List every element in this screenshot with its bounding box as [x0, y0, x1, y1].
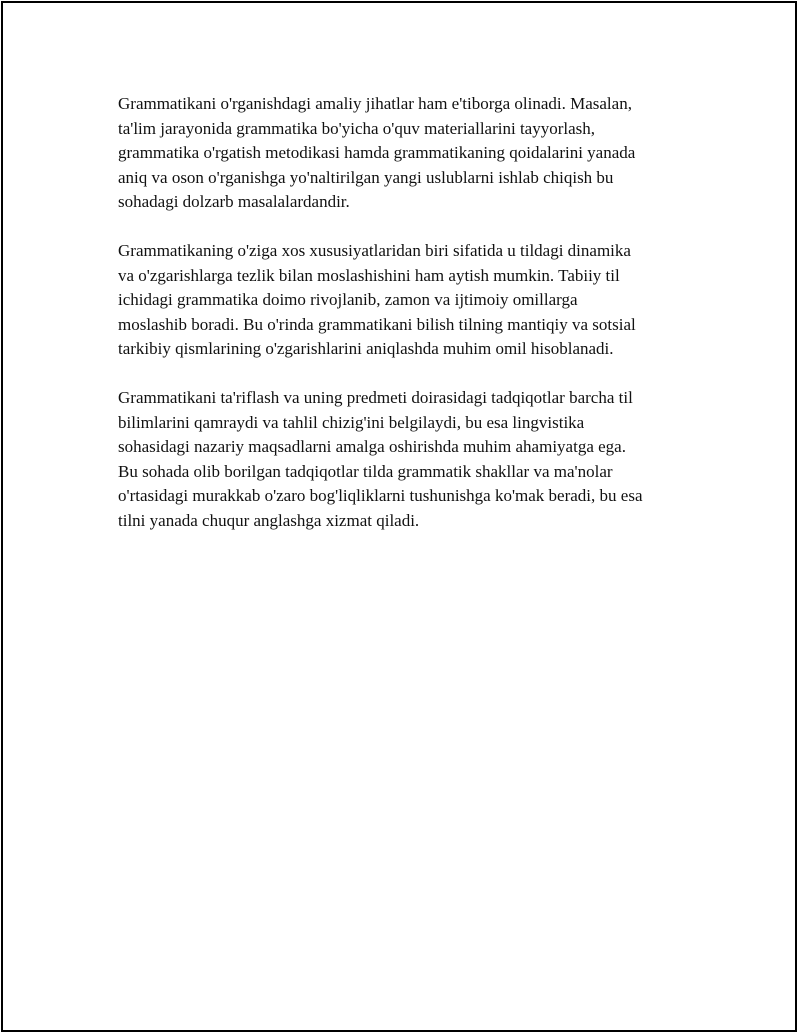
text-line: tarkibiy qismlarining o'zgarishlarini aniqlashda muhim omil hisoblanadi. [118, 339, 614, 358]
paragraph-1 [118, 92, 698, 215]
text-line: Bu sohada olib borilgan tadqiqotlar tilda grammatik shakllar va ma'nolar [118, 461, 613, 481]
text-line: bilimlarini qamraydi va tahlil chizig'ini belgilaydi, bu esa lingvistika [118, 412, 585, 432]
text-line: grammatika o'rgatish metodikasi hamda grammatikaning qoidalarini yanada [118, 143, 636, 162]
text-line: sohasidagi nazariy maqsadlarni amalga oshirishda muhim ahamiyatga ega. [118, 437, 626, 456]
text-line: tilni yanada chuqur anglashga xizmat qiladi. [118, 510, 420, 530]
text-line: Grammatikani o'rganishdagi amaliy jihatlar ham e'tiborga olinadi. Masalan, [118, 94, 632, 113]
text-line: ta'lim jarayonida grammatika bo'yicha o'quv materiallarini tayyorlash, [118, 118, 596, 138]
paragraph-3 [118, 386, 698, 533]
text-line: Grammatikaning o'ziga xos xususiyatlaridan biri sifatida u tildagi dinamika [118, 241, 631, 260]
paragraph-2 [118, 239, 698, 362]
text-line: o'rtasidagi murakkab o'zaro bog'liqliklarni tushunishga ko'mak beradi, bu esa [118, 486, 643, 505]
text-line: ichidagi grammatika doimo rivojlanib, zamon va ijtimoiy omillarga [118, 290, 578, 309]
document-body [118, 92, 698, 558]
text-line: aniq va oson o'rganishga yo'naltirilgan yangi uslublarni ishlab chiqish bu [118, 167, 614, 187]
text-line: Grammatikani ta'riflash va uning predmeti doirasidagi tadqiqotlar barcha til [118, 388, 633, 407]
text-line: moslashib boradi. Bu o'rinda grammatikani bilish tilning mantiqiy va sotsial [118, 314, 636, 334]
text-line: sohadagi dolzarb masalalardandir. [118, 192, 350, 211]
text-line: va o'zgarishlarga tezlik bilan moslashishini ham aytish mumkin. Tabiiy til [118, 265, 620, 285]
